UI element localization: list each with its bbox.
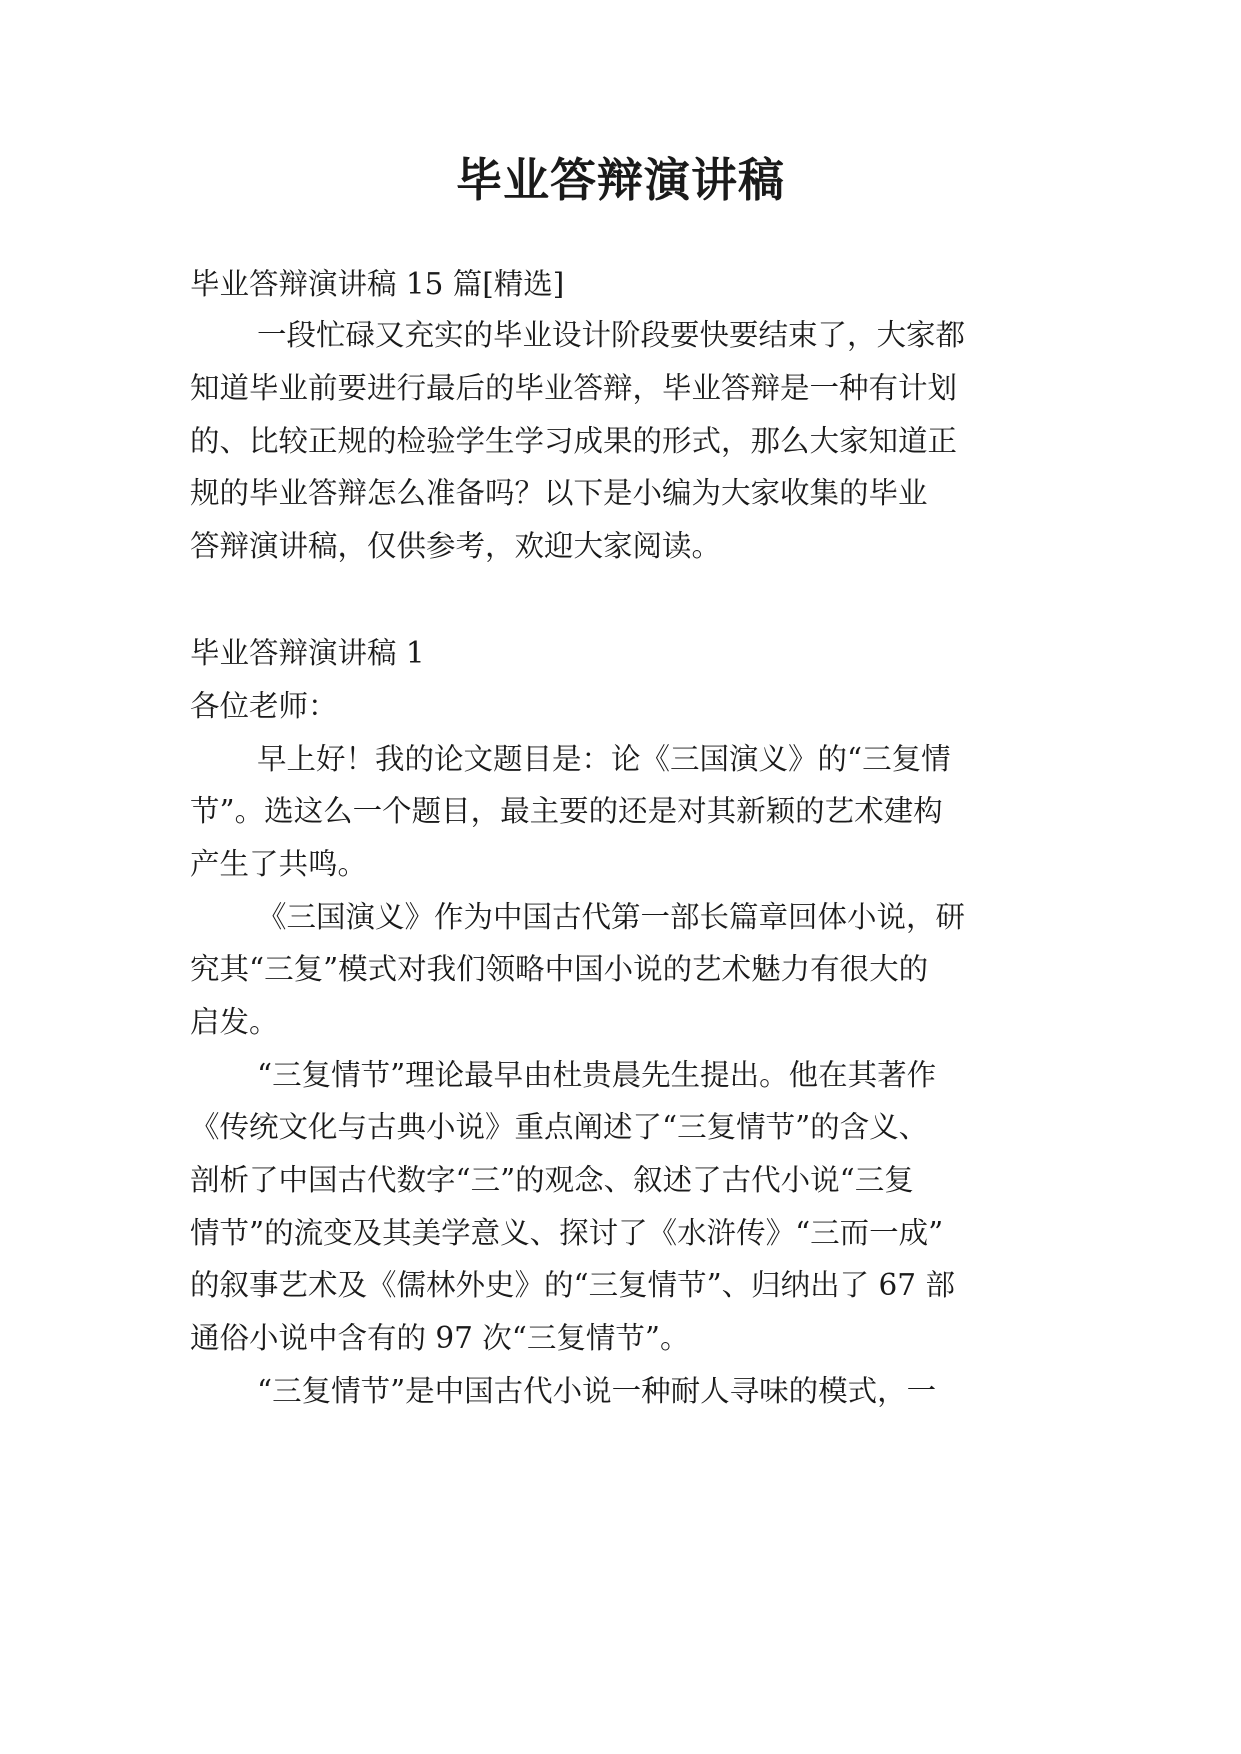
intro-line-1: 一段忙碌又充实的毕业设计阶段要快要结束了，大家都 xyxy=(257,318,966,352)
intro-line-3: 的、比较正规的检验学生学习成果的形式，那么大家知道正 xyxy=(190,424,958,458)
body-line-8: 《传统文化与古典小说》重点阐述了“三复情节”的含义、 xyxy=(190,1110,929,1144)
body-line-3: 产生了共鸣。 xyxy=(190,847,368,881)
intro-line-2: 知道毕业前要进行最后的毕业答辩，毕业答辩是一种有计划 xyxy=(190,371,958,405)
document-title: 毕业答辩演讲稿 xyxy=(456,153,785,207)
salutation-line: 各位老师： xyxy=(190,689,338,723)
body-line-12: 通俗小说中含有的 97 次“三复情节”。 xyxy=(190,1321,690,1355)
body-line-11: 的叙事艺术及《儒林外史》的“三复情节”、归纳出了 67 部 xyxy=(190,1268,955,1302)
intro-line-4: 规的毕业答辩怎么准备吗？以下是小编为大家收集的毕业 xyxy=(190,476,928,510)
body-line-1: 早上好！我的论文题目是：论《三国演义》的“三复情 xyxy=(257,742,951,776)
body-line-5: 究其“三复”模式对我们领略中国小说的艺术魅力有很大的 xyxy=(190,952,929,986)
body-line-6: 启发。 xyxy=(190,1005,279,1039)
section-heading: 毕业答辩演讲稿 1 xyxy=(190,636,425,670)
intro-line-5: 答辩演讲稿，仅供参考，欢迎大家阅读。 xyxy=(190,529,722,563)
body-line-7: “三复情节”理论最早由杜贵晨先生提出。他在其著作 xyxy=(257,1058,937,1092)
body-line-4: 《三国演义》作为中国古代第一部长篇章回体小说，研 xyxy=(257,900,966,934)
body-line-2: 节”。选这么一个题目，最主要的还是对其新颖的艺术建构 xyxy=(190,794,943,828)
body-line-10: 情节”的流变及其美学意义、探讨了《水浒传》“三而一成” xyxy=(190,1216,944,1250)
subtitle-line: 毕业答辩演讲稿 15 篇[精选] xyxy=(190,267,565,301)
body-line-13: “三复情节”是中国古代小说一种耐人寻味的模式，一 xyxy=(257,1374,937,1408)
body-line-9: 剖析了中国古代数字“三”的观念、叙述了古代小说“三复 xyxy=(190,1163,914,1197)
